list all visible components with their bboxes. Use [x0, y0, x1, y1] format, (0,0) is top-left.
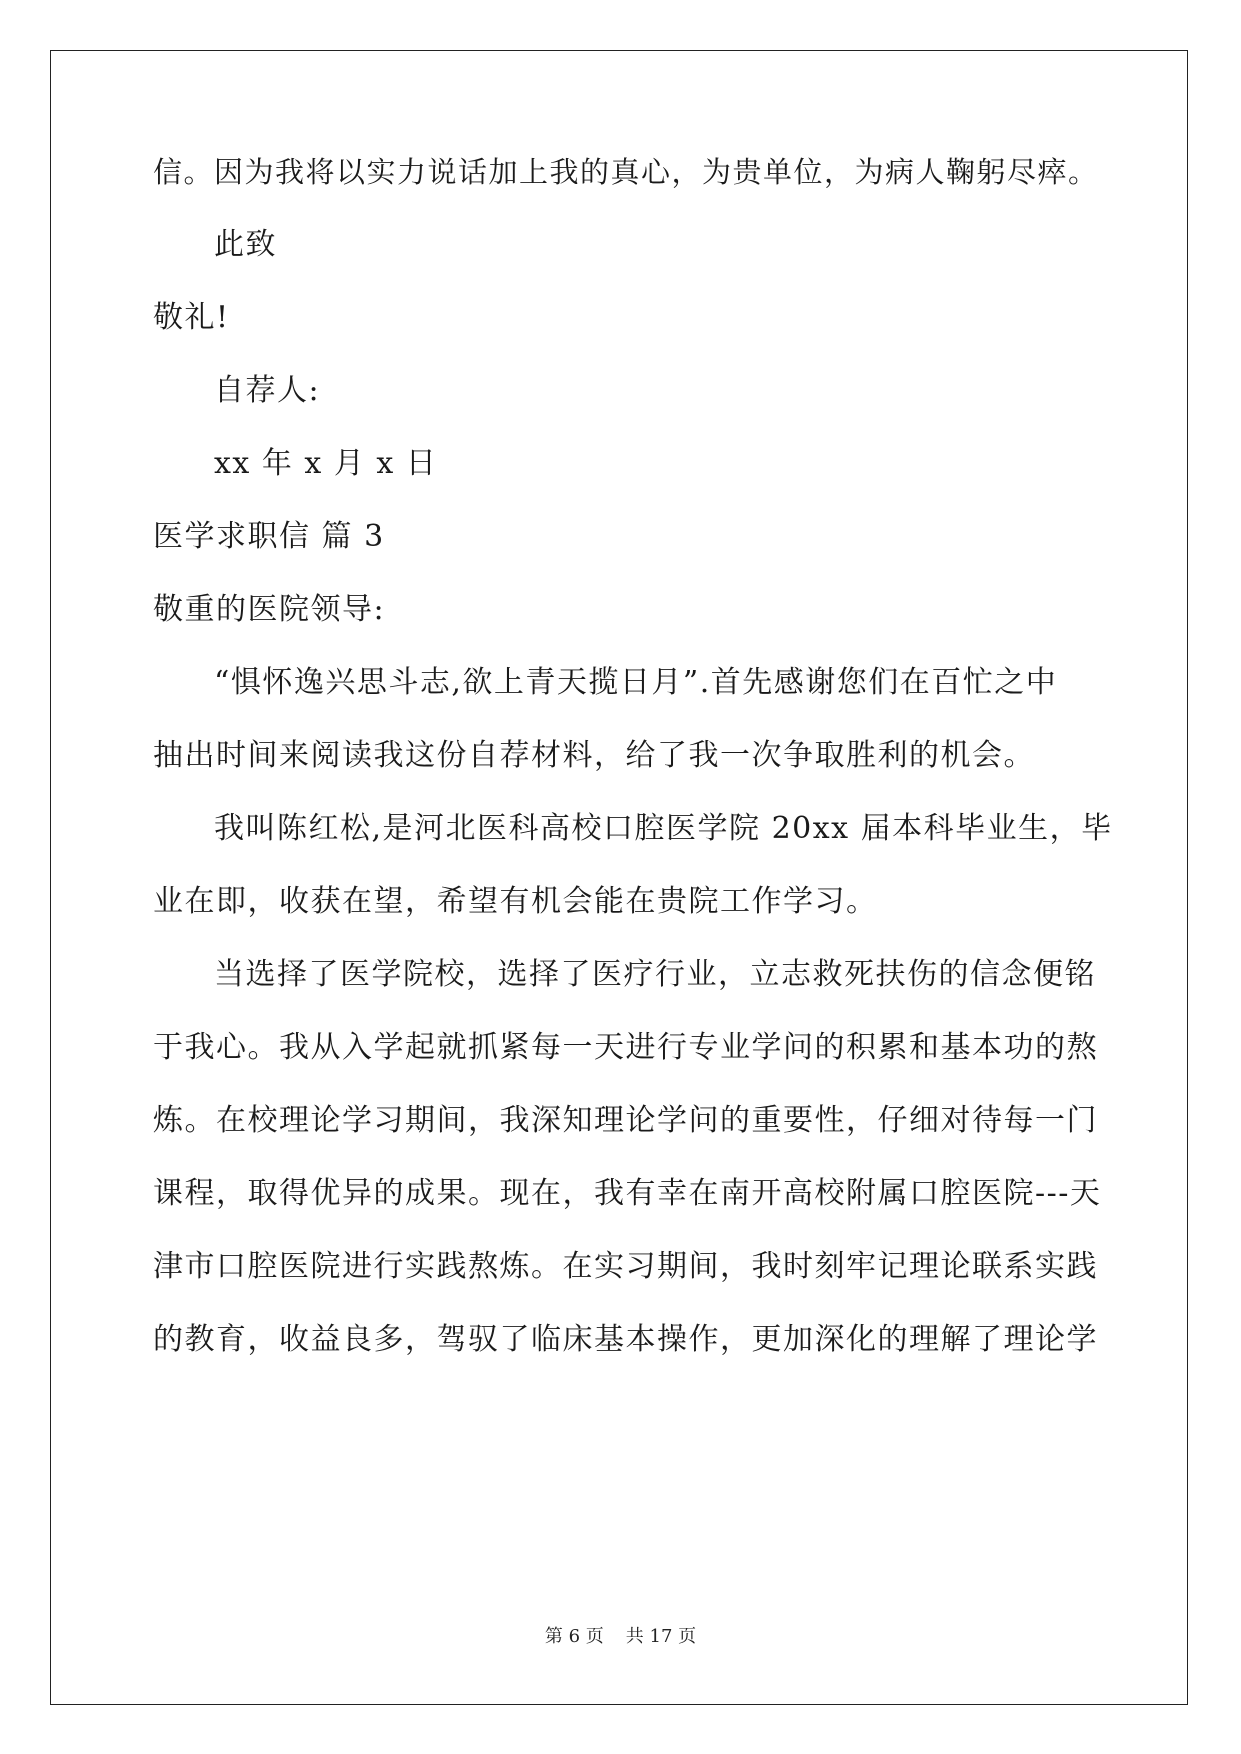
paragraph-line: 抽出时间来阅读我这份自荐材料，给了我一次争取胜利的机会。: [153, 738, 1035, 773]
page-footer: [0, 1625, 1241, 1649]
paragraph-line: 于我心。我从入学起就抓紧每一天进行专业学问的积累和基本功的熬: [153, 1030, 1098, 1065]
signature-label: 自荐人:: [214, 373, 321, 408]
page-number: 第 6 页: [544, 1626, 604, 1647]
section-heading: 医学求职信 篇 3: [153, 519, 385, 554]
letter-greeting: 敬重的医院领导:: [153, 592, 386, 627]
paragraph-line: 课程，取得优异的成果。现在，我有幸在南开高校附属口腔医院---天: [153, 1176, 1102, 1211]
paragraph-line: 信。因为我将以实力说话加上我的真心，为贵单位，为病人鞠躬尽瘁。: [153, 155, 1099, 189]
paragraph-line: 业在即，收获在望，希望有机会能在贵院工作学习。: [153, 884, 878, 919]
paragraph-line: “惧怀逸兴思斗志,欲上青天揽日月”.首先感谢您们在百忙之中: [214, 665, 1058, 700]
paragraph-line: 我叫陈红松,是河北医科高校口腔医学院 20xx 届本科毕业生，毕: [214, 811, 1113, 846]
date-line: xx 年 x 月 x 日: [214, 446, 438, 481]
paragraph-line: 炼。在校理论学习期间，我深知理论学问的重要性，仔细对待每一门: [153, 1103, 1098, 1138]
page-total: 共 17 页: [625, 1626, 697, 1647]
closing-regards: 敬礼!: [153, 300, 230, 335]
paragraph-line: 津市口腔医院进行实践熬炼。在实习期间，我时刻牢记理论联系实践: [153, 1249, 1098, 1284]
closing-salutation: 此致: [214, 227, 277, 262]
paragraph-line: 的教育，收益良多，驾驭了临床基本操作，更加深化的理解了理论学: [153, 1322, 1098, 1357]
paragraph-line: 当选择了医学院校，选择了医疗行业，立志救死扶伤的信念便铭: [214, 957, 1096, 992]
